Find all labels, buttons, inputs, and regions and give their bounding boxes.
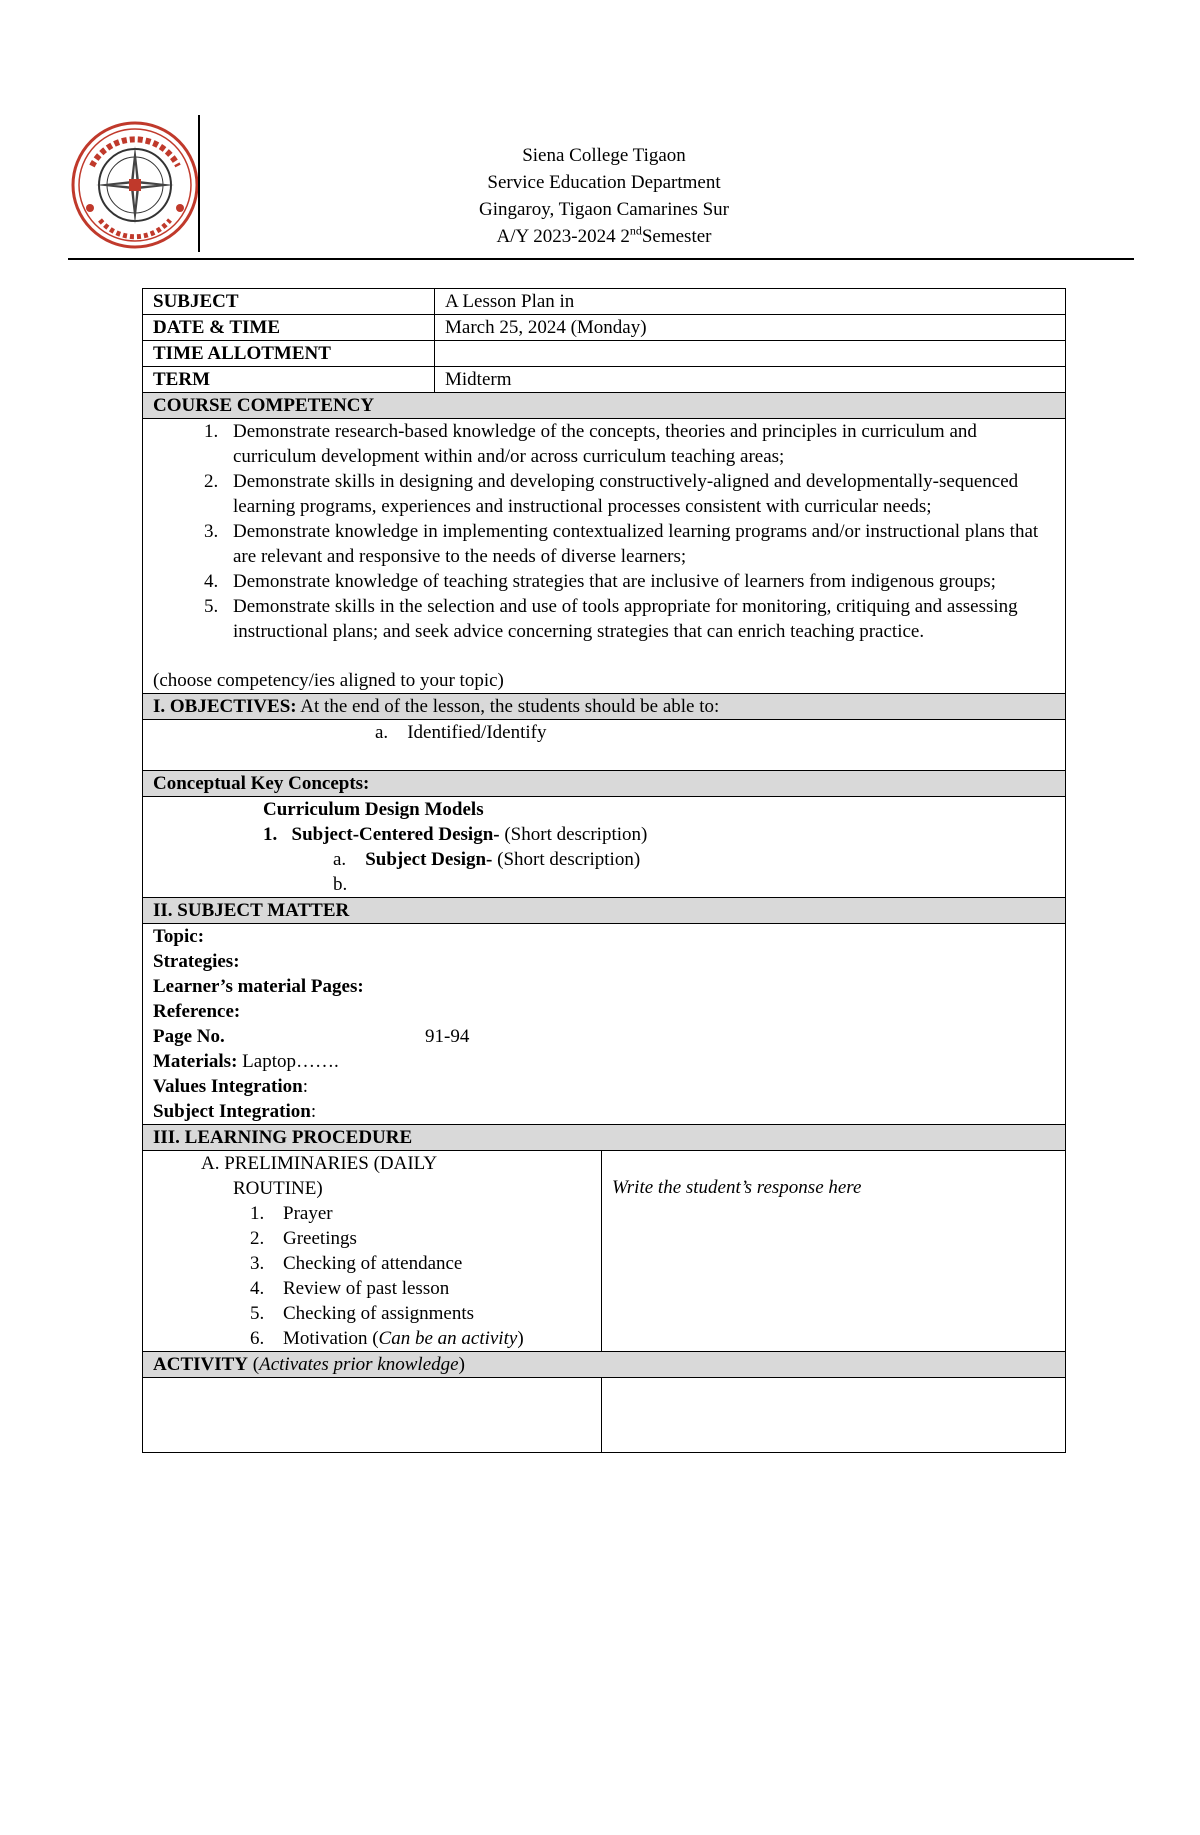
competency-item: 5. Demonstrate skills in the selection and use of tools appropriate for monitoring, critiquing and assessing instructional plans; and seek advice concerning strategies that can enrich teaching practice. <box>223 594 1055 644</box>
activity-body-row <box>143 1378 1066 1453</box>
student-response-cell[interactable]: Write the student’s response here <box>602 1151 1066 1352</box>
procedure-body-row <box>143 1151 1066 1352</box>
subject-label: SUBJECT <box>143 289 435 315</box>
objectives-body-row <box>143 720 1066 771</box>
competency-item: 2. Demonstrate skills in designing and developing constructively-aligned and developmentally-sequenced learning programs, experiences and instructional processes consistent with curricular needs; <box>223 469 1055 519</box>
term-value[interactable]: Midterm <box>435 367 1066 393</box>
preliminaries-item: 4. Review of past lesson <box>269 1276 591 1301</box>
preliminaries-item: 2. Greetings <box>269 1226 591 1251</box>
competency-item: 3. Demonstrate knowledge in implementing contextualized learning programs and/or instructional plans that are relevant and responsive to the needs of diverse learners; <box>223 519 1055 569</box>
strategies-label: Strategies: <box>153 951 240 972</box>
allotment-row <box>143 341 1066 367</box>
procedure-heading-row <box>143 1125 1066 1151</box>
subject-matter-body-row <box>143 924 1066 1125</box>
materials-line: Materials: Laptop……. <box>153 1051 339 1072</box>
preliminaries-item: 1. Prayer <box>269 1201 591 1226</box>
allotment-value[interactable] <box>435 341 1066 367</box>
subject-integration-line: Subject Integration: <box>153 1101 317 1122</box>
school-info <box>200 142 1008 250</box>
page-number-value: 91-94 <box>425 1026 470 1047</box>
department-name: Service Education Department <box>487 172 721 193</box>
preliminaries-cell <box>143 1151 602 1352</box>
subject-matter-heading-row <box>143 898 1066 924</box>
academic-year: A/Y 2023-2024 2ndSemester <box>496 223 712 247</box>
header-divider-horizontal <box>68 258 1134 260</box>
objectives-heading-row <box>143 694 1066 720</box>
objectives-heading: I. OBJECTIVES: At the end of the lesson, the students should be able to: <box>143 694 1066 720</box>
preliminaries-item: 3. Checking of attendance <box>269 1251 591 1276</box>
activity-student-cell[interactable] <box>602 1378 1066 1453</box>
concepts-item-b: b. <box>333 874 348 895</box>
term-row <box>143 367 1066 393</box>
topic-label: Topic: <box>153 926 205 947</box>
lesson-plan-table <box>142 288 1066 1453</box>
activity-teacher-cell[interactable] <box>143 1378 602 1453</box>
concepts-body-row <box>143 797 1066 898</box>
competency-item: 1. Demonstrate research-based knowledge of the concepts, theories and principles in curriculum and curriculum development within and/or across curriculum teaching areas; <box>223 419 1055 469</box>
competency-item: 4. Demonstrate knowledge of teaching strategies that are inclusive of learners from indigenous groups; <box>223 569 1055 594</box>
school-address: Gingaroy, Tigaon Camarines Sur <box>479 199 729 220</box>
reference-label: Reference: <box>153 1001 241 1022</box>
competency-note: (choose competency/ies aligned to your topic) <box>153 670 504 691</box>
competency-body <box>143 419 1066 694</box>
subject-row <box>143 289 1066 315</box>
date-row <box>143 315 1066 341</box>
preliminaries-title: A. PRELIMINARIES (DAILY <box>201 1153 438 1174</box>
preliminaries-item: 5. Checking of assignments <box>269 1301 591 1326</box>
page-number-label: Page No. <box>153 1026 225 1047</box>
learners-material-label: Learner’s material Pages: <box>153 976 364 997</box>
objective-item: a. Identified/Identify <box>375 722 547 743</box>
subject-matter-heading: II. SUBJECT MATTER <box>143 898 1066 924</box>
preliminaries-title-cont: ROUTINE) <box>233 1178 323 1199</box>
school-name: Siena College Tigaon <box>522 145 686 166</box>
date-label: DATE & TIME <box>143 315 435 341</box>
date-value[interactable]: March 25, 2024 (Monday) <box>435 315 1066 341</box>
concepts-body <box>143 797 1066 898</box>
competency-heading-row <box>143 393 1066 419</box>
competency-list <box>153 419 1055 644</box>
competency-body-row <box>143 419 1066 694</box>
concepts-heading-row <box>143 771 1066 797</box>
concepts-item-a: a. Subject Design- (Short description) <box>333 849 641 870</box>
school-seal-icon <box>70 120 200 250</box>
activity-heading: ACTIVITY (Activates prior knowledge) <box>143 1352 1066 1378</box>
preliminaries-item: 6. Motivation (Can be an activity) <box>269 1326 591 1351</box>
activity-heading-row <box>143 1352 1066 1378</box>
concepts-models-title: Curriculum Design Models <box>263 799 484 820</box>
concepts-heading: Conceptual Key Concepts: <box>143 771 1066 797</box>
subject-value[interactable]: A Lesson Plan in <box>435 289 1066 315</box>
page-number-line <box>153 1024 1055 1049</box>
preliminaries-list <box>153 1201 591 1351</box>
competency-heading: COURSE COMPETENCY <box>143 393 1066 419</box>
values-integration-line: Values Integration: <box>153 1076 309 1097</box>
objectives-body[interactable] <box>143 720 1066 771</box>
procedure-heading: III. LEARNING PROCEDURE <box>143 1125 1066 1151</box>
term-label: TERM <box>143 367 435 393</box>
concepts-item-1: 1. Subject-Centered Design- (Short description) <box>263 824 648 845</box>
document-header <box>0 0 1200 262</box>
subject-matter-body <box>143 924 1066 1125</box>
allotment-label: TIME ALLOTMENT <box>143 341 435 367</box>
